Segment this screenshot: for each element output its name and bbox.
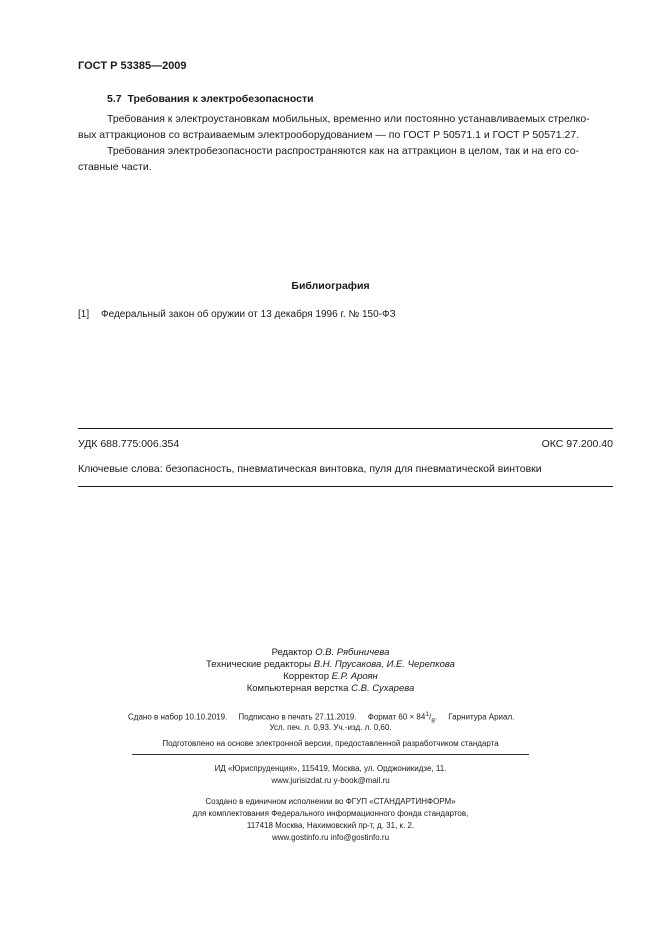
document-header-id: ГОСТ Р 53385—2009	[78, 60, 187, 72]
credit-tech-editors: Технические редакторы В.Н. Прусакова, И.Е. Черепкова	[206, 659, 455, 670]
publisher-line-1: ИД «Юриспруденция», 115419, Москва, ул. Орджоникидзе, 11.	[214, 764, 447, 773]
section-number: 5.7	[107, 93, 122, 105]
publisher-line-3: Создано в единичном исполнении во ФГУП «СТАНДАРТИНФОРМ»	[205, 797, 456, 806]
divider-top	[78, 428, 613, 429]
section-heading	[107, 93, 314, 105]
bibliography-title: Библиография	[291, 280, 370, 292]
paragraph-2-line-1: Требования электробезопасности распространяются как на аттракцион в целом, так и на его со-	[107, 145, 580, 157]
credit-corrector: Корректор Е.Р. Ароян	[283, 671, 378, 682]
bibliography-item-text: Федеральный закон об оружии от 13 декабря 1996 г. № 150-ФЗ	[101, 309, 396, 320]
publisher-line-4: для комплектования Федерального информационного фонда стандартов,	[192, 809, 469, 818]
keywords: Ключевые слова: безопасность, пневматическая винтовка, пуля для пневматической винтовки	[78, 463, 542, 475]
imprint-line-3: Подготовлено на основе электронной версии, предоставленной разработчиком стандарта	[162, 739, 499, 748]
imprint-line-1: Сдано в набор 10.10.2019. Подписано в печать 27.11.2019. Формат $60 \times 84^1/_8$. Гарнитура Ариал.	[128, 711, 515, 725]
imprint-line-2: Усл. печ. л. 0,93. Уч.-изд. л. 0,60.	[269, 723, 392, 732]
udk-code: УДК 688.775:006.354	[78, 438, 180, 450]
section-title: Требования к электробезопасности	[127, 93, 314, 105]
oks-code: ОКС 97.200.40	[541, 438, 613, 450]
paragraph-1-line-2: вых аттракционов со встраиваемым электрооборудованием — по ГОСТ Р 50571.1 и ГОСТ Р 50571.27.	[78, 129, 580, 141]
publisher-line-2: www.jurisizdat.ru y-book@mail.ru	[271, 776, 390, 785]
paragraph-2-line-2: ставные части.	[78, 161, 152, 173]
paragraph-1-line-1: Требования к электроустановкам мобильных, временно или постоянно устанавливаемых стрелко-	[107, 113, 590, 125]
credit-layout: Компьютерная верстка С.В. Сухарева	[246, 683, 415, 694]
publisher-line-6: www.gostinfo.ru info@gostinfo.ru	[271, 833, 390, 842]
publisher-line-5: 117418 Москва, Нахимовский пр-т, д. 31, к. 2.	[246, 821, 415, 830]
divider-bottom	[78, 486, 613, 487]
bibliography-item-number: [1]	[78, 309, 90, 320]
divider-imprint	[132, 754, 529, 755]
credit-editor: Редактор О.В. Рябиничева	[271, 647, 390, 658]
